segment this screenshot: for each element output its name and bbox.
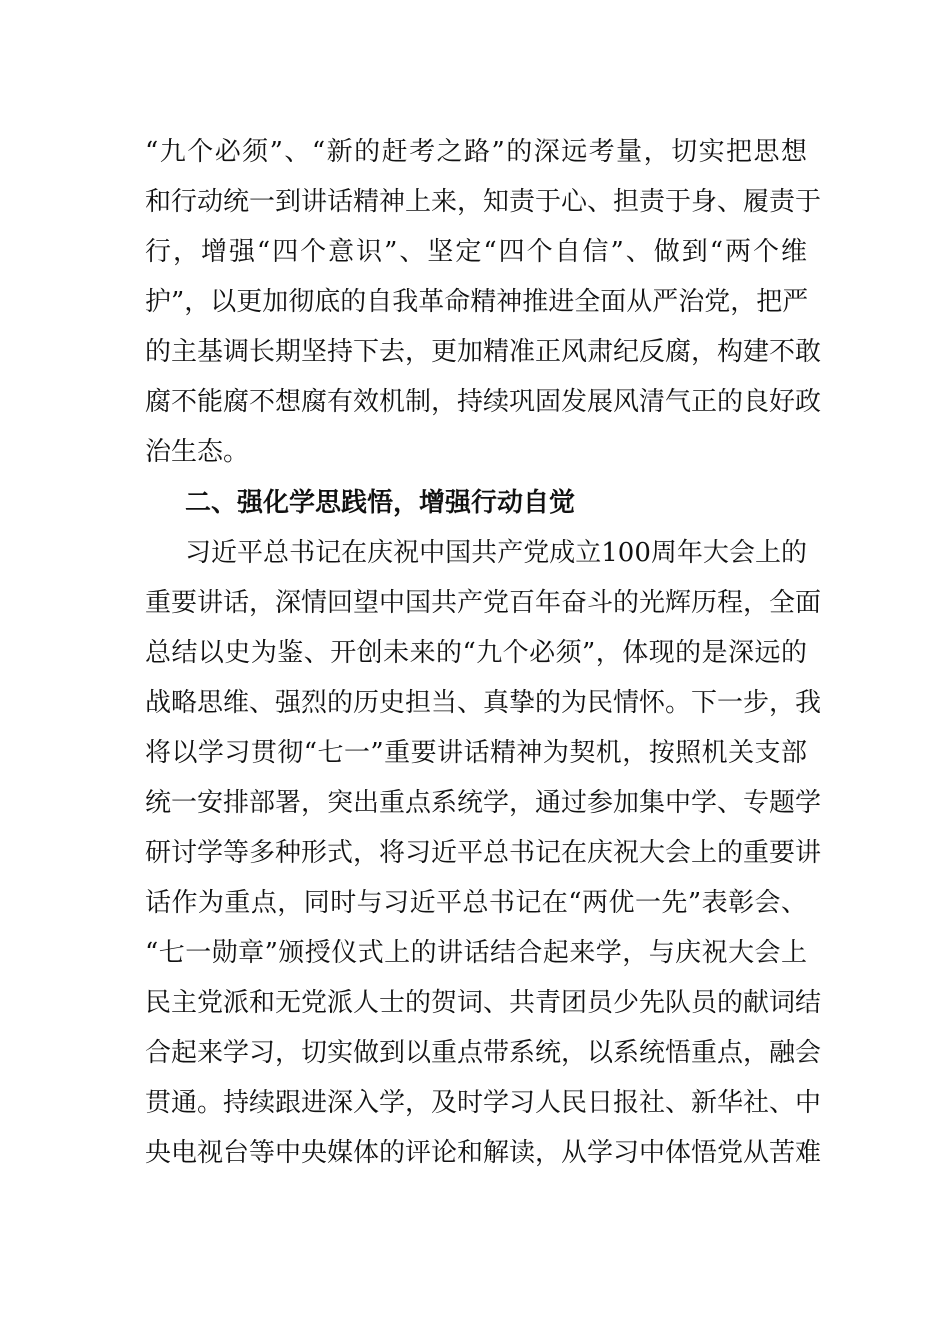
paragraph-2-line-9: “七一勋章”颁授仪式上的讲话结合起来学，与庆祝大会上 (145, 938, 807, 968)
paragraph-1-line-5: 的主基调长期坚持下去，更加精准正风肃纪反腐，构建不敢 (145, 337, 822, 367)
paragraph-2-line-11: 合起来学习，切实做到以重点带系统，以系统悟重点，融会 (145, 1038, 822, 1068)
section-heading: 二、强化学思践悟，增强行动自觉 (185, 488, 576, 518)
paragraph-2-line-6: 统一安排部署，突出重点系统学，通过参加集中学、专题学 (145, 788, 822, 818)
paragraph-2-line-13: 央电视台等中央媒体的评论和解读，从学习中体悟党从苦难 (145, 1138, 822, 1168)
paragraph-2-line-7: 研讨学等多种形式，将习近平总书记在庆祝大会上的重要讲 (145, 838, 822, 868)
paragraph-2-line-10: 民主党派和无党派人士的贺词、共青团员少先队员的献词结 (145, 988, 822, 1018)
paragraph-2-line-1: 习近平总书记在庆祝中国共产党成立100周年大会上的 (185, 538, 807, 568)
paragraph-2-line-2: 重要讲话，深情回望中国共产党百年奋斗的光辉历程，全面 (145, 588, 822, 618)
paragraph-2-line-8: 话作为重点，同时与习近平总书记在“两优一先”表彰会、 (145, 888, 807, 918)
paragraph-2-line-4: 战略思维、强烈的历史担当、真挚的为民情怀。下一步，我 (145, 688, 822, 718)
paragraph-2-line-5: 将以学习贯彻“七一”重要讲话精神为契机，按照机关支部 (145, 738, 807, 768)
paragraph-1-line-2: 和行动统一到讲话精神上来，知责于心、担责于身、履责于 (145, 187, 822, 217)
paragraph-1-line-3: 行，增强“四个意识”、坚定“四个自信”、做到“两个维 (145, 237, 807, 267)
paragraph-2-line-12: 贯通。持续跟进深入学，及时学习人民日报社、新华社、中 (145, 1088, 822, 1118)
paragraph-1-line-7: 治生态。 (145, 437, 250, 467)
paragraph-1-line-1: “九个必须”、“新的赶考之路”的深远考量，切实把思想 (145, 137, 807, 167)
paragraph-1-line-6: 腐不能腐不想腐有效机制，持续巩固发展风清气正的良好政 (145, 387, 822, 417)
paragraph-1-line-4: 护”，以更加彻底的自我革命精神推进全面从严治党，把严 (145, 287, 809, 317)
paragraph-2-line-3: 总结以史为鉴、开创未来的“九个必须”，体现的是深远的 (145, 638, 807, 668)
